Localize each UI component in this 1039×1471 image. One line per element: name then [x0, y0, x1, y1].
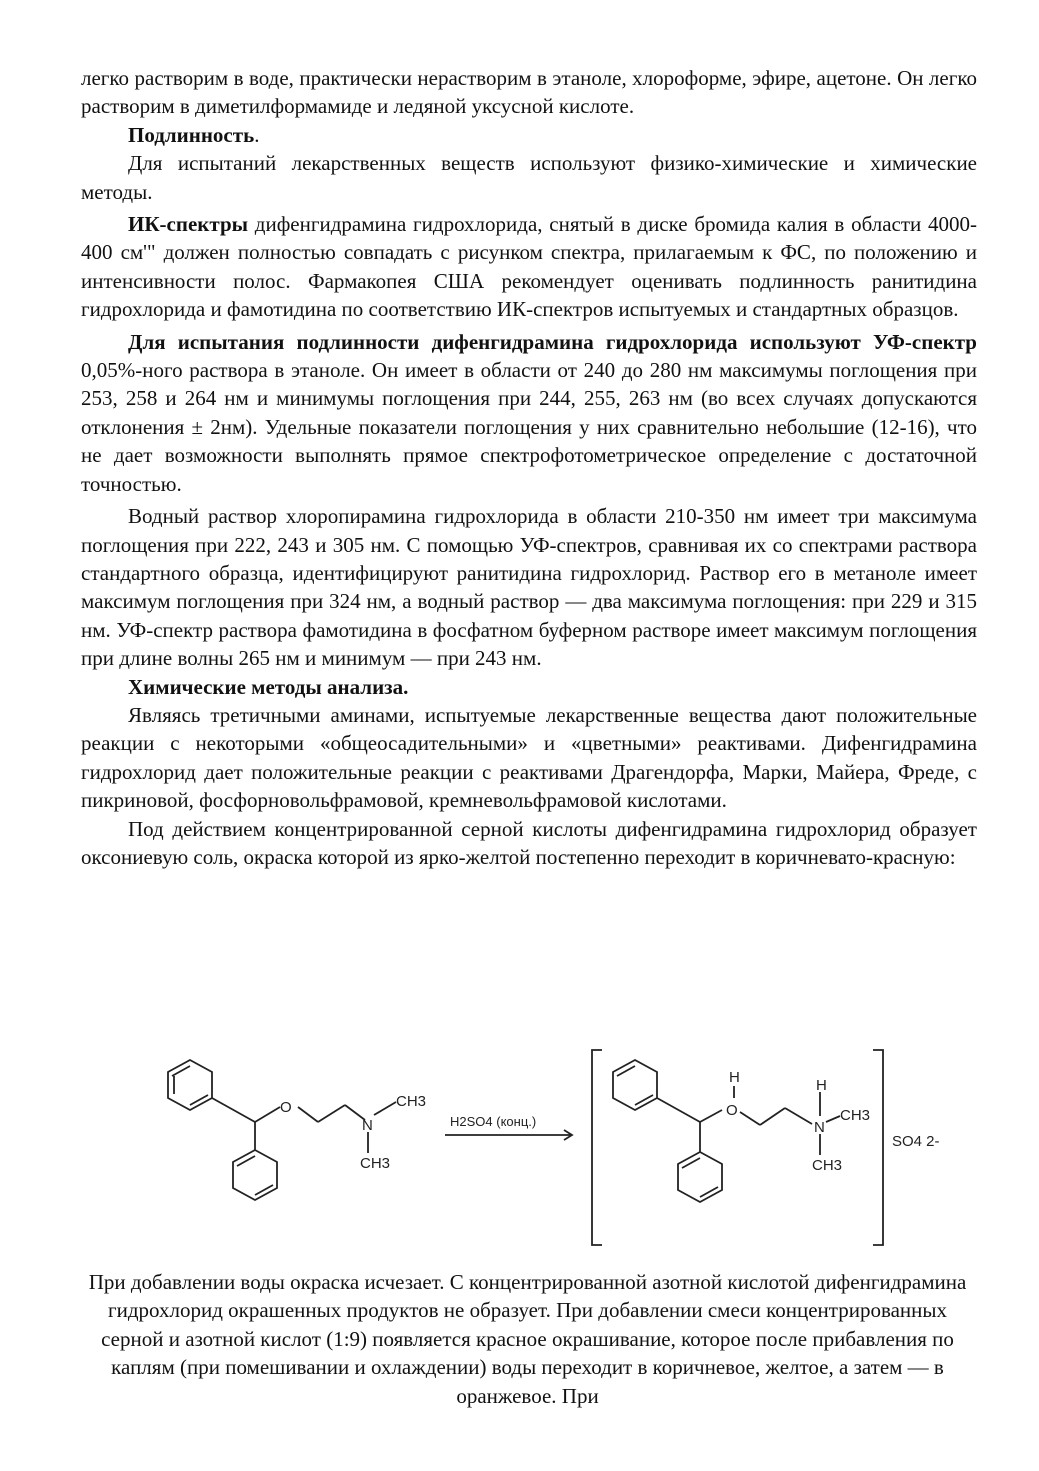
right-nitrogen-hydrogen-label: H [816, 1077, 827, 1094]
reagent-label: H2SO4 (конц.) [450, 1114, 537, 1129]
paragraph-solubility: легко растворим в воде, практически нерастворим в этаноле, хлороформе, эфире, ацетоне. Он легко растворим в диметилформамиде и ледяной уксусной кислоте. [81, 66, 977, 119]
paragraph-chloropyramine: Водный раствор хлоропирамина гидрохлорида в области 210-350 нм имеет три максимума поглощения при 222, 243 и 305 нм. С помощью УФ-спектров, сравнивая их со спектрами раствора стандартного образца, идентифицируют ранитидина гидрохлорид. Раствор его в метаноле имеет максимум поглощения при 324 нм, а водный раствор — два максимума поглощения: при 229 и 315 нм. УФ-спектр раствора фамотидина в фосфатном буферном растворе имеет максимум поглощения при длине волны 265 нм и минимум — при 243 нм. [81, 504, 977, 671]
sulfate-anion-label: SO4 2- [892, 1133, 940, 1150]
left-bracket [592, 1050, 602, 1245]
left-methyl-bottom-label: CH3 [360, 1155, 391, 1172]
right-bracket [873, 1050, 883, 1245]
paragraph-methods: Для испытаний лекарственных веществ используют физико-химические и химические методы. [81, 151, 977, 204]
left-nitrogen-label: N [362, 1117, 373, 1134]
heading-chemical-methods: Химические методы анализа. [128, 674, 409, 699]
paragraph-uv-spectra [81, 328, 977, 498]
left-oxygen-label: O [280, 1099, 292, 1116]
left-phenyl-bottom [233, 1150, 277, 1200]
ir-spectra-text: дифенгидрамина гидрохлорида, снятый в диске бромида калия в области 4000-400 см'" должен полностью совпадать с рисунком спектра, прилагаемым к ФС, по положению и интенсивности полос. Фармакопея США рекомендует оценивать подлинность ранитидина гидрохлорида и фамотидина по соответствию ИК-спектров испытуемых и стандартных образцов. [81, 212, 977, 322]
uv-spectra-text: 0,05%-ного раствора в этаноле. Он имеет в области от 240 до 280 нм максимумы поглощения при 253, 258 и 264 нм и минимумы поглощения при 244, 255, 263 нм (во всех случаях допускаются отклонения ± 2нм). Удельные показатели поглощения у них сравнительно небольшие (12-16), что не дает возможности выполнять прямое спектрофотометрическое определение с достаточной точностью. [81, 358, 977, 496]
heading-authenticity [81, 121, 977, 149]
left-methyl-top-label: CH3 [396, 1093, 427, 1110]
paragraph-sulfuric-acid: Под действием концентрированной серной кислоты дифенгидрамина гидрохлорид образует оксониевую соль, окраска которой из ярко-желтой постепенно переходит в коричневато-красную: [81, 816, 977, 869]
right-methyl-bottom-label: CH3 [812, 1157, 843, 1174]
uv-spectra-term: Для испытания подлинности дифенгидрамина гидрохлорида используют УФ-спектр [128, 329, 977, 354]
paragraph-nitric-acid: При добавлении воды окраска исчезает. С концентрированной азотной кислотой дифенгидрамина гидрохлорид окрашенных продуктов не образует. При добавлении смеси концентрированных серной и азотной кислот (1:9) появляется красное окрашивание, которое после прибавления по каплям (при помешивании и охлаждении) воды переходит в коричневое, желтое, а затем — в оранжевое. При [88, 1270, 967, 1408]
right-phenyl-bottom [678, 1152, 722, 1202]
ir-spectra-term: ИК-спектры [128, 212, 249, 237]
heading-authenticity-dot: . [254, 122, 260, 147]
main-text [81, 64, 977, 871]
right-oxygen-hydrogen-label: H [729, 1069, 740, 1086]
reaction-scheme [140, 1040, 940, 1260]
bottom-text [75, 1268, 980, 1410]
right-phenyl-top [613, 1060, 657, 1110]
paragraph-ir-spectra [81, 210, 977, 324]
heading-authenticity-text: Подлинность [128, 122, 255, 147]
right-nitrogen-label: N [814, 1119, 825, 1136]
paragraph-reagents: Являясь третичными аминами, испытуемые лекарственные вещества дают положительные реакции с некоторыми «общеосадительными» и «цветными» реактивами. Дифенгидрамина гидрохлорид дает положительные реакции с реактивами Драгендорфа, Марки, Майера, Фреде, с пикриновой, фосфорновольфрамовой, кремневольфрамовой кислотами. [81, 702, 977, 813]
right-oxygen-label: O [726, 1102, 738, 1119]
right-methyl-right-label: CH3 [840, 1107, 871, 1124]
reaction-scheme-svg [140, 1040, 940, 1260]
